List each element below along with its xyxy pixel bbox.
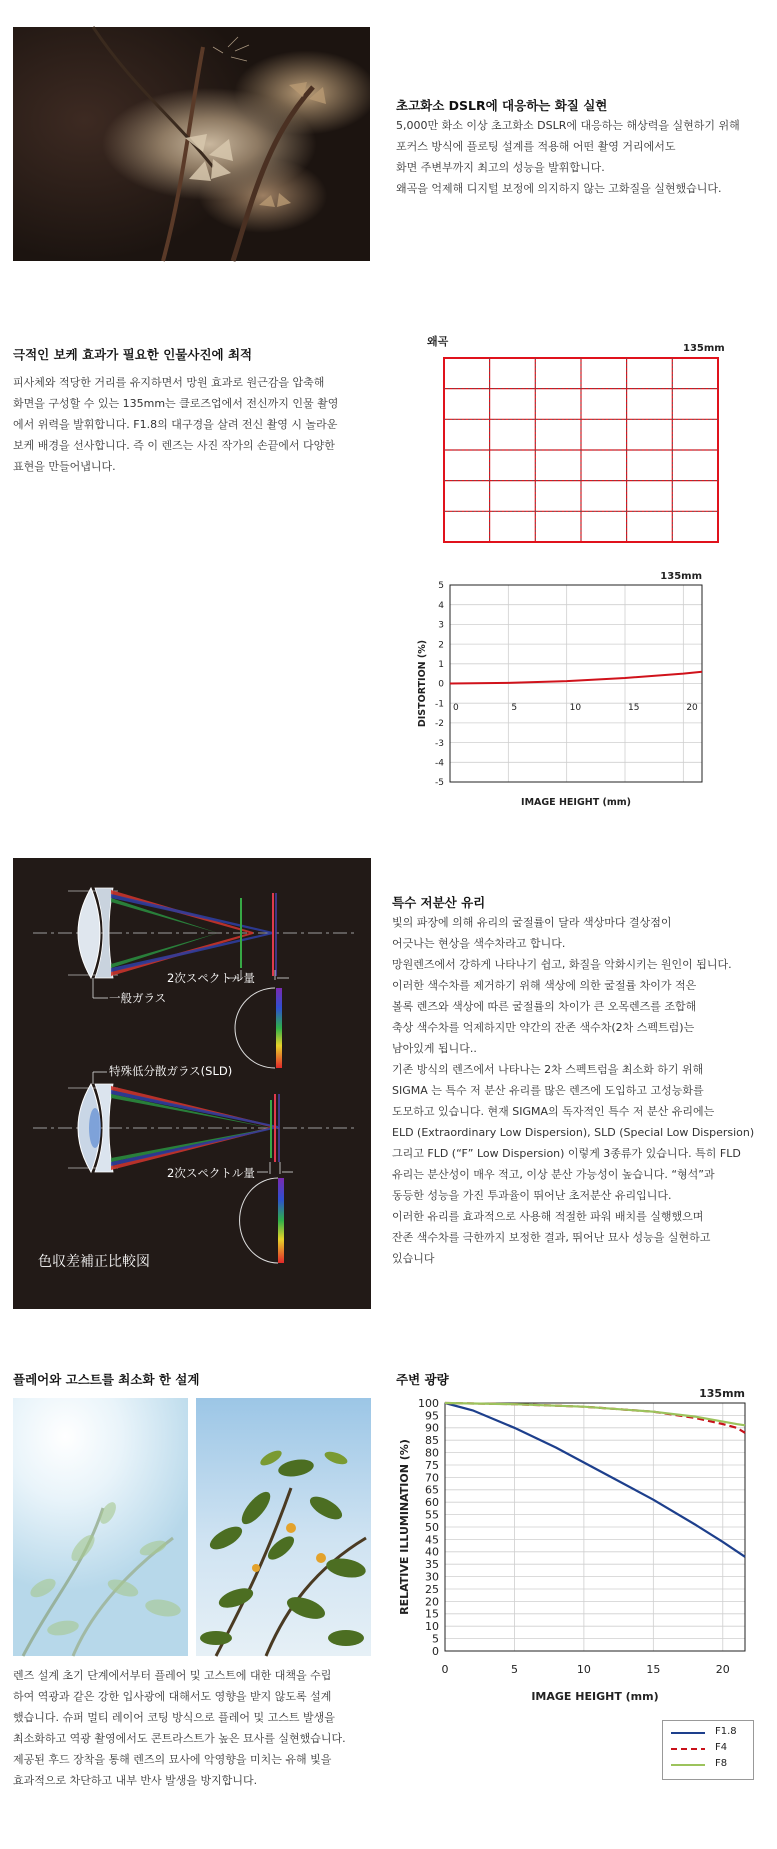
y-tick-label: -1 xyxy=(435,699,444,710)
legend-label-f18: F1.8 xyxy=(715,1726,737,1737)
y-tick-label: 30 xyxy=(425,1570,439,1584)
y-tick-label: 40 xyxy=(425,1545,439,1559)
legend-label-f8: F8 xyxy=(715,1758,728,1769)
x-tick-label: 0 xyxy=(441,1663,449,1676)
y-tick-label: 75 xyxy=(425,1458,439,1472)
y-tick-label: 90 xyxy=(425,1421,439,1435)
flare-photo-with-hood xyxy=(196,1398,371,1656)
y-tick-label: 55 xyxy=(425,1508,439,1522)
x-tick-label: 20 xyxy=(686,703,698,713)
y-tick-label: 35 xyxy=(425,1558,439,1572)
y-tick-label: -2 xyxy=(435,719,444,730)
section-body-resolution: 5,000만 화소 이상 초고화소 DSLR에 대응하는 해상력을 실현하기 위해 포커스 방식에 플로팅 설계를 적용해 어떤 촬영 거리에서도 화면 주변부까지 최고의 성능을 발휘합니다. 왜곡을 억제해 디지털 보정에 의지하지 않는 고화질을 실현했습니다. xyxy=(396,119,740,195)
y-tick-label: 20 xyxy=(425,1595,439,1609)
section-body-low-dispersion: 빛의 파장에 의해 유리의 굴절률이 달라 색상마다 결상점이 어긋나는 현상을 색수차라고 합니다. 망원렌즈에서 강하게 나타나기 쉽고, 화질을 악화시키는 원인이 됩니다. 이러한 색수차를 제거하기 위해 색상에 의한 굴절률 차이가 적은 볼록 렌즈와 색상에 따른 굴절률의 차이가 큰 오목렌즈를 조합해 축상 색수차를 억제하지만 약간의 잔존 색수차(2차 스펙트럼)는 남아있게 됩니다.. 기존 방식의 렌즈에서 나타나는 2차 스펙트럼을 최소화 하기 위해 SIGMA 는 특수 저 분산 유리를 많은 렌즈에 도입하고 고성능화를 도모하고 있습니다. 현재 SIGMA의 독자적인 특수 저 분산 유리에는 ELD (Extraordinary Low Dispersion), SLD (Special Low Dispersion) 그리고 FLD (“F” Low Dispersion) 이렇게 3종류가 있습니다. 특히 FLD 유리는 분산성이 매우 적고, 이상 분산 가능성이 높습니다. “형석”과 동등한 성능을 가진 투과율이 뛰어난 초저분산 유리입니다. 이러한 유리를 효과적으로 사용해 적절한 파워 배치를 실행했으며 잔존 색수차를 극한까지 보정한 결과, 뛰어난 묘사 성능을 실현하고 있습니다 xyxy=(392,916,755,1265)
diagram-caption: 色収差補正比較図 xyxy=(38,1254,150,1270)
distortion-chart xyxy=(395,565,735,810)
y-tick-label: 0 xyxy=(438,679,444,690)
dried-flower-photo xyxy=(13,27,370,261)
illumination-chart xyxy=(388,1383,758,1703)
x-tick-label: 10 xyxy=(569,703,582,713)
y-axis-label: DISTORTION (%) xyxy=(417,639,428,728)
y-tick-label: 45 xyxy=(425,1533,439,1547)
section-title-resolution: 초고화소 DSLR에 대응하는 화질 실현 xyxy=(396,98,608,113)
y-tick-label: -4 xyxy=(435,758,444,769)
y-tick-label: 4 xyxy=(438,600,444,611)
chart-title: 135mm xyxy=(699,1387,745,1400)
y-tick-label: -3 xyxy=(435,738,444,749)
section-title-low-dispersion: 특수 저분산 유리 xyxy=(392,895,486,910)
illumination-legend xyxy=(662,1720,754,1780)
series-line-distortion xyxy=(450,672,702,684)
y-tick-label: 95 xyxy=(425,1409,439,1423)
diagram-label-spectrum-top: 2次スペクトル量 xyxy=(167,971,255,985)
y-tick-label: 25 xyxy=(425,1582,439,1596)
distortion-grid-title: 왜곡 xyxy=(427,335,449,348)
series-line-f18 xyxy=(445,1403,745,1557)
x-tick-label: 5 xyxy=(510,1663,518,1676)
x-tick-label: 20 xyxy=(715,1663,730,1676)
x-tick-label: 5 xyxy=(511,703,518,713)
y-tick-label: 1 xyxy=(438,659,444,670)
diagram-label-sld: 特殊低分散ガラス(SLD) xyxy=(109,1064,233,1078)
y-tick-label: 15 xyxy=(425,1607,439,1621)
section-title-flare: 플레어와 고스트를 최소화 한 설계 xyxy=(13,1372,200,1387)
section-body-flare: 렌즈 설계 초기 단계에서부터 플레어 및 고스트에 대한 대책을 수립 하여 역광과 같은 강한 입사광에 대해서도 영향을 받지 않도록 설계 했습니다. 슈퍼 멀티 레이어 코팅 방식으로 플레어 및 고스트 발생을 최소화하고 역광 촬영에서도 콘트라스트가 높은 묘사를 실현했습니다. 제공된 후드 장착을 통해 렌즈의 묘사에 악영향을 미치는 유해 빛을 효과적으로 차단하고 내부 반사 발생을 방지합니다. xyxy=(13,1669,346,1787)
y-tick-label: 85 xyxy=(425,1434,439,1448)
diagram-label-glass: 一般ガラス xyxy=(109,991,167,1005)
section-title-illumination: 주변 광량 xyxy=(396,1372,449,1387)
y-tick-label: 100 xyxy=(418,1396,439,1410)
x-tick-label: 15 xyxy=(646,1663,661,1676)
x-tick-label: 15 xyxy=(628,703,640,713)
y-tick-label: 0 xyxy=(432,1644,439,1658)
diagram-label-spectrum-bottom: 2次スペクトル量 xyxy=(167,1166,255,1180)
y-tick-label: 5 xyxy=(438,581,444,592)
x-axis-label: IMAGE HEIGHT (mm) xyxy=(531,1690,659,1703)
distortion-grid xyxy=(443,357,719,543)
y-tick-label: 60 xyxy=(425,1496,439,1510)
y-tick-label: 5 xyxy=(432,1632,439,1646)
y-tick-label: 65 xyxy=(425,1483,439,1497)
y-tick-label: 3 xyxy=(438,620,444,631)
x-axis-label: IMAGE HEIGHT (mm) xyxy=(521,797,631,808)
y-tick-label: 50 xyxy=(425,1520,439,1534)
series-line-f8 xyxy=(445,1403,745,1425)
x-tick-label: 0 xyxy=(453,703,459,713)
y-axis-label: RELATIVE ILLUMINATION (%) xyxy=(398,1439,411,1615)
section-title-portrait: 극적인 보케 효과가 필요한 인물사진에 최적 xyxy=(13,347,253,362)
y-tick-label: 80 xyxy=(425,1446,439,1460)
distortion-grid-focal: 135mm xyxy=(683,343,725,354)
section-body-portrait: 피사체와 적당한 거리를 유지하면서 망원 효과로 원근감을 압축해 화면을 구성할 수 있는 135mm는 클로즈업에서 전신까지 인물 촬영 에서 위력을 발휘합니다. F1.8의 대구경을 살려 전신 촬영 시 놀라운 보케 배경을 선사합니다. 즉 이 렌즈는 사진 작가의 손끝에서 다양한 표현을 만들어냅니다. xyxy=(13,376,339,473)
y-tick-label: 10 xyxy=(425,1620,439,1634)
chromatic-aberration-diagram xyxy=(13,858,371,1309)
flare-photo-without-hood xyxy=(13,1398,188,1656)
y-tick-label: -5 xyxy=(435,778,444,789)
legend-label-f4: F4 xyxy=(715,1742,728,1753)
y-tick-label: 70 xyxy=(425,1471,439,1485)
x-tick-label: 10 xyxy=(576,1663,591,1676)
y-tick-label: 2 xyxy=(438,640,444,651)
chart-title: 135mm xyxy=(660,571,702,582)
